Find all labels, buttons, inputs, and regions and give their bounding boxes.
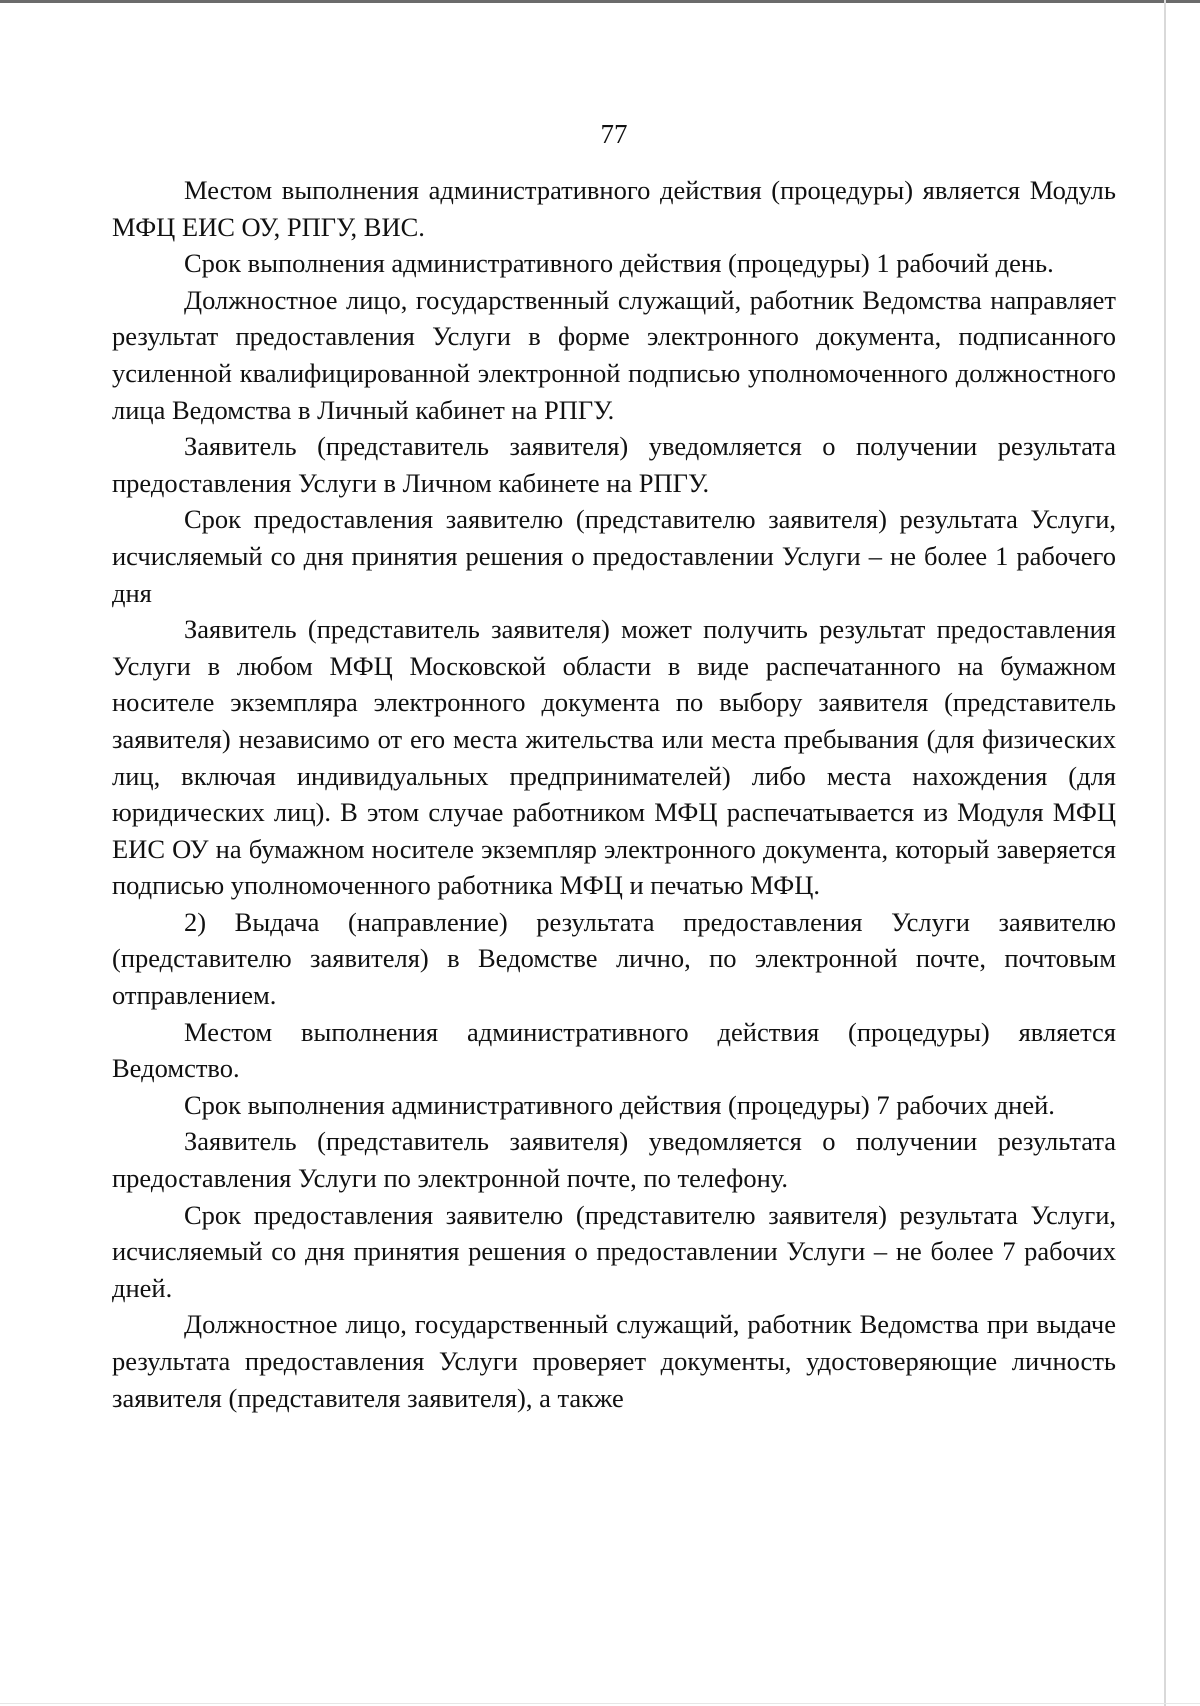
paragraph: Заявитель (представитель заявителя) уведомляется о получении результата предоставления Услуги по электронной почте, по телефону. (112, 1126, 1116, 1194)
paragraph: Должностное лицо, государственный служащий, работник Ведомства при выдаче результата предоставления Услуги проверяет документы, удостоверяющие личность заявителя (представителя заявителя), а также (112, 1309, 1116, 1413)
paragraph: 2) Выдача (направление) результата предоставления Услуги заявителю (представителю заявителя) в Ведомстве лично, по электронной почте, почтовым отправлением. (112, 906, 1116, 1011)
paragraph: Заявитель (представитель заявителя) уведомляется о получении результата предоставления Услуги в Личном кабинете на РПГУ. (112, 431, 1116, 498)
paragraph: Срок предоставления заявителю (представителю заявителя) результата Услуги, исчисляемый со дня принятия решения о предоставлении Услуги – не более 1 рабочего дня (112, 504, 1116, 608)
paragraph: Срок выполнения административного действия (процедуры) 1 рабочий день. (184, 248, 1054, 279)
scan-edge-bottom (0, 1703, 1200, 1704)
scan-edge-top (0, 0, 1200, 3)
document-body (112, 172, 1116, 1416)
paragraph: Срок предоставления заявителю (представителю заявителя) результата Услуги, исчисляемый со дня принятия решения о предоставлении Услуги – не более 7 рабочих дней. (112, 1199, 1116, 1303)
paragraph: Местом выполнения административного действия (процедуры) является Модуль МФЦ ЕИС ОУ, РПГУ, ВИС. (112, 175, 1116, 242)
paragraph: Срок выполнения административного действия (процедуры) 7 рабочих дней. (184, 1089, 1055, 1120)
paragraph: Должностное лицо, государственный служащий, работник Ведомства направляет результат предоставления Услуги в форме электронного документа, подписанного усиленной квалифицированной электронной подписью уполномоченного должностного лица Ведомства в Личный кабинет на РПГУ. (112, 284, 1116, 425)
paragraph: Заявитель (представитель заявителя) может получить результат предоставления Услуги в любом МФЦ Московской области в виде распечатанного на бумажном носителе экземпляра электронного документа по выбору заявителя (представитель заявителя) независимо от его места жительства или места пребывания (для физических лиц, включая индивидуальных предпринимателей) либо места нахождения (для юридических лиц). В этом случае работником МФЦ распечатывается из Модуля МФЦ ЕИС ОУ на бумажном носителе экземпляр электронного документа, который заверяется подписью уполномоченного работника МФЦ и печатью МФЦ. (112, 614, 1116, 901)
page-number: 77 (600, 119, 628, 149)
scan-edge-right (1164, 0, 1166, 1706)
paragraph: Местом выполнения административного действия (процедуры) является Ведомство. (112, 1016, 1116, 1084)
